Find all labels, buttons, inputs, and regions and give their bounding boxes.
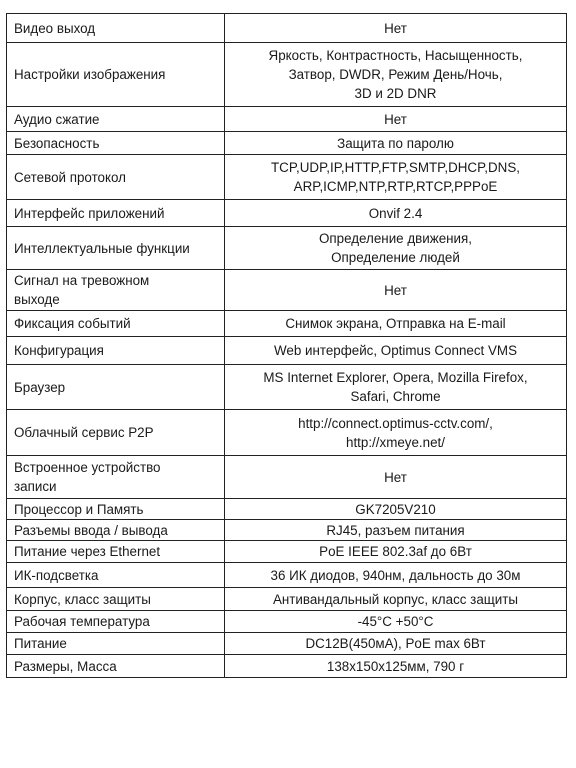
- spec-label: Безопасность: [7, 132, 225, 155]
- table-row: [7, 311, 567, 337]
- table-row: [7, 520, 567, 541]
- spec-value: Антивандальный корпус, класс защиты: [225, 588, 567, 611]
- spec-label: Сигнал на тревожном выходе: [7, 270, 225, 311]
- spec-label: Встроенное устройство записи: [7, 456, 225, 499]
- spec-value: DC12В(450мА), PoE max 6Вт: [225, 633, 567, 655]
- spec-label: ИК-подсветка: [7, 563, 225, 588]
- spec-label: Облачный сервис P2P: [7, 410, 225, 456]
- spec-value: -45°С +50°С: [225, 611, 567, 633]
- spec-value: GK7205V210: [225, 499, 567, 520]
- spec-label: Сетевой протокол: [7, 155, 225, 200]
- table-row: [7, 611, 567, 633]
- spec-label: Интеллектуальные функции: [7, 227, 225, 270]
- spec-value: Нет: [225, 270, 567, 311]
- spec-label: Видео выход: [7, 14, 225, 43]
- spec-value: Снимок экрана, Отправка на E-mail: [225, 311, 567, 337]
- spec-label: Интерфейс приложений: [7, 200, 225, 227]
- spec-table: [6, 13, 567, 678]
- table-row: [7, 456, 567, 499]
- spec-label: Рабочая температура: [7, 611, 225, 633]
- spec-label: Фиксация событий: [7, 311, 225, 337]
- table-row: [7, 588, 567, 611]
- spec-value: Onvif 2.4: [225, 200, 567, 227]
- table-row: [7, 155, 567, 200]
- spec-label: Разъемы ввода / вывода: [7, 520, 225, 541]
- spec-value: Определение движения, Определение людей: [225, 227, 567, 270]
- table-row: [7, 655, 567, 678]
- spec-value: Нет: [225, 456, 567, 499]
- table-row: [7, 14, 567, 43]
- spec-value: 138x150x125мм, 790 г: [225, 655, 567, 678]
- spec-value: Нет: [225, 14, 567, 43]
- spec-value: http://connect.optimus-cctv.com/, http://xmeye.net/: [225, 410, 567, 456]
- table-row: [7, 200, 567, 227]
- spec-label: Браузер: [7, 365, 225, 410]
- table-row: [7, 541, 567, 563]
- table-row: [7, 633, 567, 655]
- table-row: [7, 410, 567, 456]
- spec-label: Корпус, класс защиты: [7, 588, 225, 611]
- table-row: [7, 227, 567, 270]
- spec-label: Аудио сжатие: [7, 107, 225, 132]
- spec-value: TCP,UDP,IP,HTTP,FTP,SMTP,DHCP,DNS, ARP,ICMP,NTP,RTP,RTCP,PPPoE: [225, 155, 567, 200]
- table-row: [7, 43, 567, 107]
- spec-value: Яркость, Контрастность, Насыщенность, Затвор, DWDR, Режим День/Ночь, 3D и 2D DNR: [225, 43, 567, 107]
- spec-label: Настройки изображения: [7, 43, 225, 107]
- spec-value: PoE IEEE 802.3af до 6Вт: [225, 541, 567, 563]
- spec-value: 36 ИК диодов, 940нм, дальность до 30м: [225, 563, 567, 588]
- spec-label: Процессор и Память: [7, 499, 225, 520]
- spec-value: RJ45, разъем питания: [225, 520, 567, 541]
- spec-value: Нет: [225, 107, 567, 132]
- spec-label: Питание через Ethernet: [7, 541, 225, 563]
- table-row: [7, 499, 567, 520]
- table-row: [7, 270, 567, 311]
- table-row: [7, 132, 567, 155]
- table-row: [7, 365, 567, 410]
- spec-label: Размеры, Масса: [7, 655, 225, 678]
- table-row: [7, 337, 567, 365]
- spec-label: Питание: [7, 633, 225, 655]
- spec-value: MS Internet Explorer, Opera, Mozilla Firefox, Safari, Chrome: [225, 365, 567, 410]
- spec-label: Конфигурация: [7, 337, 225, 365]
- spec-value: Web интерфейс, Optimus Connect VMS: [225, 337, 567, 365]
- table-row: [7, 107, 567, 132]
- spec-value: Защита по паролю: [225, 132, 567, 155]
- table-row: [7, 563, 567, 588]
